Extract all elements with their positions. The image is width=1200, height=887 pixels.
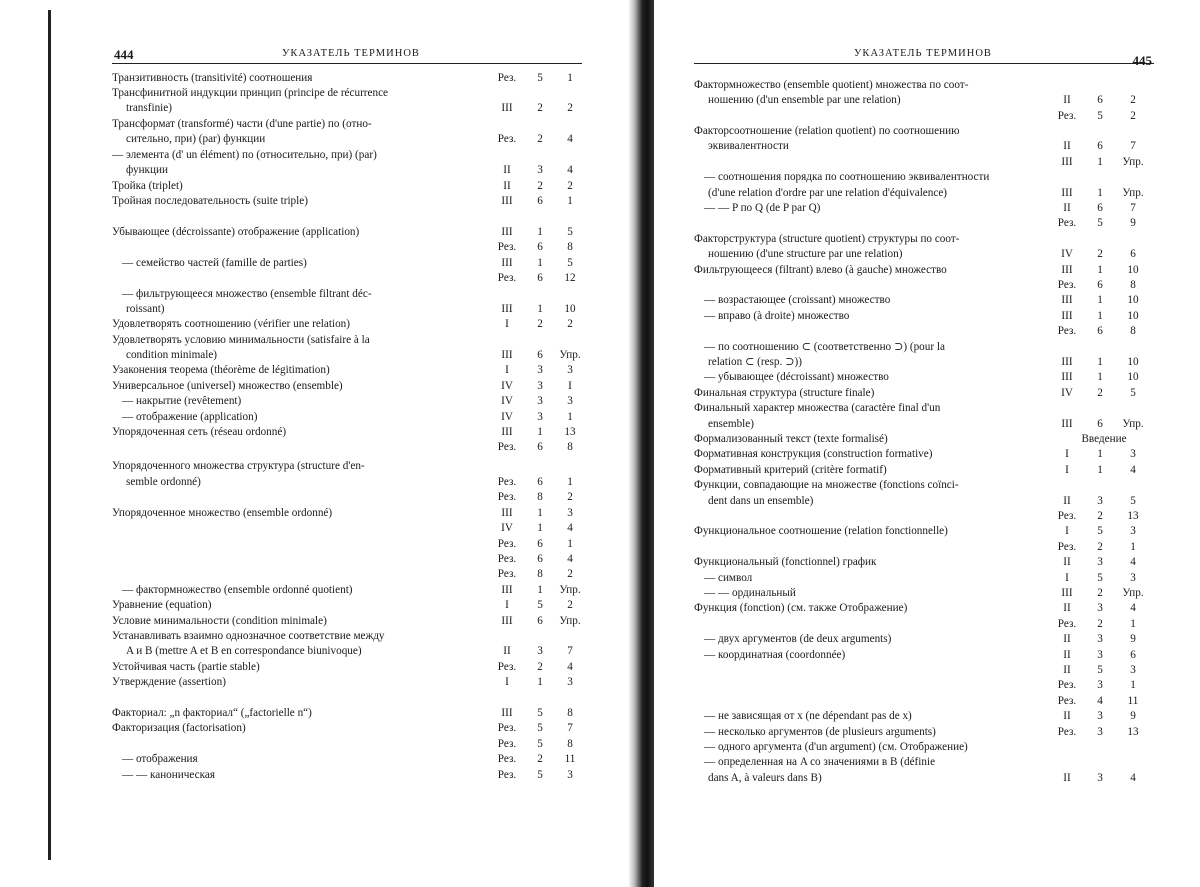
entry-term: — фактормножество (ensemble ordonné quotient) xyxy=(122,584,353,596)
entry-chapter: 2 xyxy=(1097,510,1103,522)
entry-section: 7 xyxy=(567,722,573,734)
entry-book: III xyxy=(501,102,513,114)
entry-chapter: 3 xyxy=(1097,556,1103,568)
entry-term: Уравнение (equation) xyxy=(112,599,212,611)
entry-term: Универсальное (universel) множество (ensemble) xyxy=(112,380,343,392)
entry-book: I xyxy=(1065,464,1069,476)
entry-term: Трансфинитной индукции принцип (principe de récurrence xyxy=(112,87,389,99)
entry-section: 3 xyxy=(1130,572,1136,584)
entry-book: II xyxy=(503,645,511,657)
entry-chapter: 3 xyxy=(537,411,543,423)
entry-section: 1 xyxy=(567,72,573,84)
entry-book: Рез. xyxy=(497,476,517,488)
page-number: 444 xyxy=(114,47,134,62)
entry-book: IV xyxy=(501,395,513,407)
entry-book: II xyxy=(1063,140,1071,152)
entry-book: III xyxy=(1061,356,1073,368)
entry-book: Рез. xyxy=(497,753,517,765)
entry-book: Рез. xyxy=(497,491,517,503)
entry-chapter: 6 xyxy=(1097,140,1103,152)
entry-book: III xyxy=(1061,264,1073,276)
entry-section: 10 xyxy=(1127,371,1139,383)
left-page-header xyxy=(112,45,582,64)
entry-term: функции xyxy=(126,164,168,176)
entry-chapter: 1 xyxy=(537,426,543,438)
entry-chapter: 1 xyxy=(1097,448,1103,460)
entry-term: — фильтрующееся множество (ensemble filtrant déc- xyxy=(122,288,372,300)
entry-term: — по соотношению ⊂ (соответственно ⊃) (pour la xyxy=(704,341,945,353)
entry-chapter: 6 xyxy=(537,241,543,253)
entry-section: 1 xyxy=(567,411,573,423)
entry-book: Рез. xyxy=(1057,679,1077,691)
entry-book: Рез. xyxy=(1057,695,1077,707)
entry-chapter: 1 xyxy=(537,303,543,315)
entry-chapter: 2 xyxy=(1097,387,1103,399)
entry-book: III xyxy=(501,226,513,238)
entry-term: Убывающее (décroissante) отображение (application) xyxy=(112,226,360,238)
entry-chapter: 6 xyxy=(1097,279,1103,291)
entry-book: Рез. xyxy=(1057,217,1077,229)
entry-term: — элемента (d' un élément) по (относительно, при) (par) xyxy=(112,149,377,161)
entry-section: 3 xyxy=(1130,448,1136,460)
entry-chapter: 6 xyxy=(537,476,543,488)
entry-book: II xyxy=(1063,556,1071,568)
entry-chapter: 3 xyxy=(1097,495,1103,507)
entry-chapter: 6 xyxy=(1097,94,1103,106)
entry-book: III xyxy=(1061,418,1073,430)
entry-book: III xyxy=(1061,371,1073,383)
entry-term: Факторизация (factorisation) xyxy=(112,722,246,734)
entry-chapter: 1 xyxy=(537,257,543,269)
entry-section: 5 xyxy=(567,257,573,269)
entry-term: Фильтрующееся (filtrant) влево (à gauche) множество xyxy=(694,264,947,276)
entry-chapter: 1 xyxy=(537,676,543,688)
entry-book: III xyxy=(501,257,513,269)
entry-section: 10 xyxy=(1127,356,1139,368)
entry-term: — семейство частей (famille de parties) xyxy=(122,257,307,269)
entry-book: Рез. xyxy=(1057,110,1077,122)
entry-book: III xyxy=(1061,156,1073,168)
entry-book: IV xyxy=(501,380,513,392)
entry-section: 2 xyxy=(567,599,573,611)
entry-chapter: 4 xyxy=(1097,695,1103,707)
entry-book: II xyxy=(1063,633,1071,645)
entry-book: IV xyxy=(501,411,513,423)
entry-chapter: 2 xyxy=(537,180,543,192)
entry-book: IV xyxy=(1061,248,1073,260)
entry-book: III xyxy=(501,426,513,438)
entry-section: 2 xyxy=(567,318,573,330)
entry-section: 2 xyxy=(567,568,573,580)
entry-term: — определенная на A со значениями в B (définie xyxy=(704,756,936,768)
entry-section: 9 xyxy=(1130,710,1136,722)
entry-term: Упорядоченного множества структура (structure d'en- xyxy=(112,460,365,472)
entry-section: 7 xyxy=(1130,140,1136,152)
entry-section: 2 xyxy=(1130,110,1136,122)
entry-book: III xyxy=(1061,187,1073,199)
entry-section: I xyxy=(568,380,572,392)
entry-term: Трансформат (transformé) части (d'une partie) по (отно- xyxy=(112,118,372,130)
entry-section: 4 xyxy=(567,133,573,145)
entry-section: 1 xyxy=(567,195,573,207)
entry-book: IV xyxy=(501,522,513,534)
entry-chapter: 3 xyxy=(1097,649,1103,661)
entry-term: — одного аргумента (d'un argument) (см. Отображение) xyxy=(704,741,968,753)
entry-term: Узаконения теорема (théorème de légitimation) xyxy=(112,364,330,376)
entry-chapter: 2 xyxy=(1097,541,1103,553)
right-page-header xyxy=(694,45,1154,68)
entry-chapter: 8 xyxy=(537,568,543,580)
entry-section: Упр. xyxy=(1122,587,1144,599)
entry-book: III xyxy=(501,507,513,519)
entry-book: III xyxy=(501,303,513,315)
entry-section: 2 xyxy=(567,180,573,192)
entry-chapter: 3 xyxy=(1097,710,1103,722)
entry-chapter: 1 xyxy=(1097,156,1103,168)
entry-chapter: 2 xyxy=(537,661,543,673)
entry-chapter: 6 xyxy=(1097,325,1103,337)
entry-section: 6 xyxy=(1130,649,1136,661)
entry-book: Рез. xyxy=(497,568,517,580)
entry-book: I xyxy=(505,364,509,376)
entry-chapter: 3 xyxy=(1097,679,1103,691)
entry-chapter: 5 xyxy=(1097,525,1103,537)
entry-section: 1 xyxy=(1130,618,1136,630)
entry-term: — координатная (coordonnée) xyxy=(704,649,846,661)
entry-section: 1 xyxy=(1130,679,1136,691)
entry-section: 2 xyxy=(1130,94,1136,106)
entry-term: Удовлетворять условию минимальности (satisfaire à la xyxy=(112,334,370,346)
entry-book: Рез. xyxy=(1057,279,1077,291)
entry-section: Упр. xyxy=(559,584,581,596)
entry-chapter: 1 xyxy=(1097,294,1103,306)
entry-section: 4 xyxy=(567,661,573,673)
entry-term: Упорядоченное множество (ensemble ordonné) xyxy=(112,507,333,519)
entry-chapter: 2 xyxy=(1097,248,1103,260)
entry-book: Рез. xyxy=(497,769,517,781)
entry-section: 1 xyxy=(567,538,573,550)
entry-section: 2 xyxy=(567,102,573,114)
entry-term: Функциональный (fonctionnel) график xyxy=(694,556,877,568)
entry-section: 3 xyxy=(1130,525,1136,537)
entry-book: Рез. xyxy=(497,72,517,84)
entry-section: 13 xyxy=(1127,510,1139,522)
entry-section: 4 xyxy=(1130,602,1136,614)
entry-book: I xyxy=(505,599,509,611)
entry-book: I xyxy=(1065,572,1069,584)
entry-book: II xyxy=(503,164,511,176)
page-number: 445 xyxy=(1132,53,1152,68)
entry-section: 2 xyxy=(567,491,573,503)
entry-section: 8 xyxy=(567,241,573,253)
entry-book: Рез. xyxy=(497,241,517,253)
entry-chapter: 8 xyxy=(537,491,543,503)
entry-section: 8 xyxy=(567,441,573,453)
entry-section: 8 xyxy=(567,738,573,750)
entry-section: 11 xyxy=(564,753,576,765)
entry-book: Рез. xyxy=(1057,618,1077,630)
entry-term: ношению (d'un ensemble par une relation) xyxy=(708,94,901,106)
entry-book: II xyxy=(1063,94,1071,106)
entry-term: эквивалентности xyxy=(708,140,789,152)
entry-chapter: 2 xyxy=(1097,587,1103,599)
entry-book: I xyxy=(1065,525,1069,537)
entry-book: II xyxy=(1063,710,1071,722)
entry-term: Формализованный текст (texte formalisé) xyxy=(694,433,888,445)
entry-section: 11 xyxy=(1127,695,1139,707)
entry-section: 9 xyxy=(1130,633,1136,645)
entry-term: — не зависящая от x (ne dépendant pas de x) xyxy=(704,710,912,722)
entry-term: Упорядоченная сеть (réseau ordonné) xyxy=(112,426,287,438)
entry-section: 5 xyxy=(567,226,573,238)
entry-section: Упр. xyxy=(1122,187,1144,199)
entry-term: relation ⊂ (resp. ⊃)) xyxy=(708,356,802,368)
entry-book: III xyxy=(1061,310,1073,322)
entry-section: 12 xyxy=(564,272,576,284)
entry-term: — накрытие (revêtement) xyxy=(122,395,242,407)
entry-term: dans A, à valeurs dans B) xyxy=(708,772,822,784)
entry-book: II xyxy=(1063,649,1071,661)
entry-chapter: 1 xyxy=(1097,264,1103,276)
entry-section: 3 xyxy=(567,395,573,407)
entry-term: — несколько аргументов (de plusieurs arguments) xyxy=(704,726,936,738)
entry-term: — символ xyxy=(704,572,753,584)
entry-term: — — P по Q (de P par Q) xyxy=(704,202,821,214)
entry-chapter: 2 xyxy=(537,318,543,330)
entry-book: II xyxy=(1063,202,1071,214)
entry-book: III xyxy=(501,707,513,719)
entry-term: Финальная структура (structure finale) xyxy=(694,387,875,399)
entry-reference: Введение xyxy=(1081,433,1127,445)
entry-term: roissant) xyxy=(126,303,165,315)
entry-chapter: 5 xyxy=(537,738,543,750)
entry-term: Фактормножество (ensemble quotient) множества по соот- xyxy=(694,79,969,91)
entry-term: Формативная конструкция (construction formative) xyxy=(694,448,933,460)
entry-section: 3 xyxy=(1130,664,1136,676)
entry-chapter: 2 xyxy=(1097,618,1103,630)
running-head: УКАЗАТЕЛЬ ТЕРМИНОВ xyxy=(854,48,992,59)
entry-section: 5 xyxy=(1130,495,1136,507)
entry-chapter: 1 xyxy=(537,522,543,534)
entry-section: 1 xyxy=(1130,541,1136,553)
entry-chapter: 6 xyxy=(537,349,543,361)
entry-term: ensemble) xyxy=(708,418,754,430)
entry-section: 1 xyxy=(567,476,573,488)
entry-term: Транзитивность (transitivité) соотношения xyxy=(112,72,313,84)
entry-section: 7 xyxy=(1130,202,1136,214)
entry-book: II xyxy=(1063,772,1071,784)
entry-book: Рез. xyxy=(497,553,517,565)
entry-section: 4 xyxy=(1130,464,1136,476)
entry-section: 4 xyxy=(567,553,573,565)
entry-chapter: 5 xyxy=(537,72,543,84)
entry-chapter: 5 xyxy=(537,722,543,734)
entry-book: II xyxy=(1063,495,1071,507)
entry-section: Упр. xyxy=(1122,418,1144,430)
entry-term: Функциональное соотношение (relation fonctionnelle) xyxy=(694,525,948,537)
entry-book: III xyxy=(1061,294,1073,306)
entry-section: 4 xyxy=(1130,772,1136,784)
entry-section: 10 xyxy=(564,303,576,315)
entry-book: Рез. xyxy=(497,272,517,284)
entry-term: — соотношения порядка по соотношению эквивалентности xyxy=(704,171,990,183)
entry-book: II xyxy=(1063,664,1071,676)
entry-chapter: 6 xyxy=(537,272,543,284)
entry-book: III xyxy=(501,615,513,627)
entry-chapter: 1 xyxy=(537,584,543,596)
entry-chapter: 3 xyxy=(1097,726,1103,738)
entry-chapter: 3 xyxy=(1097,602,1103,614)
entry-book: Рез. xyxy=(497,538,517,550)
entry-chapter: 2 xyxy=(537,102,543,114)
entry-section: 10 xyxy=(1127,294,1139,306)
entry-chapter: 3 xyxy=(537,380,543,392)
entry-term: condition minimale) xyxy=(126,349,218,361)
entry-term: — возрастающее (croissant) множество xyxy=(704,294,891,306)
entry-book: Рез. xyxy=(1057,726,1077,738)
entry-book: Рез. xyxy=(497,738,517,750)
entry-section: 3 xyxy=(567,364,573,376)
entry-book: III xyxy=(501,349,513,361)
left-gutter-line xyxy=(48,10,51,860)
entry-term: Функция (fonction) (см. также Отображение) xyxy=(694,602,908,614)
entry-chapter: 6 xyxy=(537,538,543,550)
entry-section: Упр. xyxy=(1122,156,1144,168)
entry-chapter: 6 xyxy=(537,615,543,627)
entry-book: III xyxy=(501,584,513,596)
entry-chapter: 1 xyxy=(1097,187,1103,199)
entry-section: 4 xyxy=(1130,556,1136,568)
entry-term: — — ординальный xyxy=(704,587,796,599)
entry-book: IV xyxy=(1061,387,1073,399)
entry-book: Рез. xyxy=(497,441,517,453)
entry-term: — двух аргументов (de deux arguments) xyxy=(704,633,892,645)
entry-term: Факториал: „n факториал“ („factorielle n“) xyxy=(112,707,312,719)
entry-book: I xyxy=(505,676,509,688)
entry-chapter: 6 xyxy=(537,553,543,565)
entry-term: Тройная последовательность (suite triple) xyxy=(112,195,308,207)
entry-chapter: 3 xyxy=(537,164,543,176)
entry-book: II xyxy=(503,180,511,192)
entry-term: Финальный характер множества (caractère final d'un xyxy=(694,402,941,414)
entry-chapter: 6 xyxy=(1097,202,1103,214)
entry-section: 4 xyxy=(567,522,573,534)
entry-term: semble ordonné) xyxy=(126,476,201,488)
running-head: УКАЗАТЕЛЬ ТЕРМИНОВ xyxy=(282,48,420,59)
entry-chapter: 3 xyxy=(1097,633,1103,645)
entry-chapter: 5 xyxy=(1097,664,1103,676)
entry-book: Рез. xyxy=(497,661,517,673)
entry-section: 5 xyxy=(1130,387,1136,399)
entry-book: I xyxy=(505,318,509,330)
entry-chapter: 1 xyxy=(1097,356,1103,368)
entry-section: 3 xyxy=(567,769,573,781)
entry-section: 13 xyxy=(564,426,576,438)
entry-term: — убывающее (décroissant) множество xyxy=(704,371,889,383)
entry-term: — — каноническая xyxy=(122,769,215,781)
entry-term: Факторструктура (structure quotient) структуры по соот- xyxy=(694,233,960,245)
entry-term: Функции, совпадающие на множестве (fonctions coïnci- xyxy=(694,479,959,491)
entry-section: 9 xyxy=(1130,217,1136,229)
entry-book: III xyxy=(1061,587,1073,599)
entry-chapter: 3 xyxy=(537,364,543,376)
entry-book: Рез. xyxy=(1057,541,1077,553)
entry-chapter: 6 xyxy=(537,441,543,453)
entry-book: Рез. xyxy=(1057,325,1077,337)
entry-term: dent dans un ensemble) xyxy=(708,495,814,507)
entry-section: 3 xyxy=(567,676,573,688)
entry-chapter: 5 xyxy=(537,769,543,781)
entry-term: — вправо (à droite) множество xyxy=(704,310,850,322)
entry-term: — отображение (application) xyxy=(122,411,258,423)
entry-book: Рез. xyxy=(497,722,517,734)
entry-book: Рез. xyxy=(1057,510,1077,522)
book-spine-shadow xyxy=(628,0,654,887)
entry-section: 10 xyxy=(1127,264,1139,276)
entry-section: 13 xyxy=(1127,726,1139,738)
entry-term: Устанавливать взаимно однозначное соответствие между xyxy=(112,630,385,642)
entry-term: Формативный критерий (critère formatif) xyxy=(694,464,887,476)
entry-chapter: 3 xyxy=(1097,772,1103,784)
entry-chapter: 1 xyxy=(1097,464,1103,476)
entry-section: 6 xyxy=(1130,248,1136,260)
entry-chapter: 3 xyxy=(537,395,543,407)
entry-chapter: 5 xyxy=(1097,217,1103,229)
entry-chapter: 5 xyxy=(537,599,543,611)
entry-book: III xyxy=(501,195,513,207)
entry-section: 7 xyxy=(567,645,573,657)
entry-term: сительно, при) (par) функции xyxy=(126,133,266,145)
entry-term: Условие минимальности (condition minimale) xyxy=(112,615,327,627)
entry-section: 8 xyxy=(1130,279,1136,291)
entry-term: Тройка (triplet) xyxy=(112,180,183,192)
entry-chapter: 5 xyxy=(537,707,543,719)
entry-section: 8 xyxy=(1130,325,1136,337)
entry-term: ношению (d'une structure par une relation) xyxy=(708,248,903,260)
entry-section: 4 xyxy=(567,164,573,176)
entry-book: I xyxy=(1065,448,1069,460)
entry-section: Упр. xyxy=(559,615,581,627)
entry-chapter: 5 xyxy=(1097,572,1103,584)
entry-section: 8 xyxy=(567,707,573,719)
entry-chapter: 6 xyxy=(1097,418,1103,430)
entry-book: II xyxy=(1063,602,1071,614)
entry-term: Устойчивая часть (partie stable) xyxy=(112,661,260,673)
entry-chapter: 3 xyxy=(537,645,543,657)
entry-chapter: 6 xyxy=(537,195,543,207)
entry-term: Факторсоотношение (relation quotient) по соотношению xyxy=(694,125,960,137)
entry-book: Рез. xyxy=(497,133,517,145)
entry-chapter: 1 xyxy=(537,226,543,238)
entry-term: transfinie) xyxy=(126,102,172,114)
entry-term: (d'une relation d'ordre par une relation d'équivalence) xyxy=(708,187,948,199)
entry-chapter: 1 xyxy=(537,507,543,519)
entry-chapter: 5 xyxy=(1097,110,1103,122)
entry-chapter: 1 xyxy=(1097,310,1103,322)
entry-term: A и B (mettre A et B en correspondance biunivoque) xyxy=(126,645,362,657)
entry-section: Упр. xyxy=(559,349,581,361)
entry-section: 3 xyxy=(567,507,573,519)
entry-section: 10 xyxy=(1127,310,1139,322)
entry-term: Удовлетворять соотношению (vérifier une relation) xyxy=(112,318,351,330)
entry-term: Утверждение (assertion) xyxy=(112,676,226,688)
entry-chapter: 2 xyxy=(537,753,543,765)
entry-chapter: 2 xyxy=(537,133,543,145)
entry-term: — отображения xyxy=(122,753,198,765)
entry-chapter: 1 xyxy=(1097,371,1103,383)
